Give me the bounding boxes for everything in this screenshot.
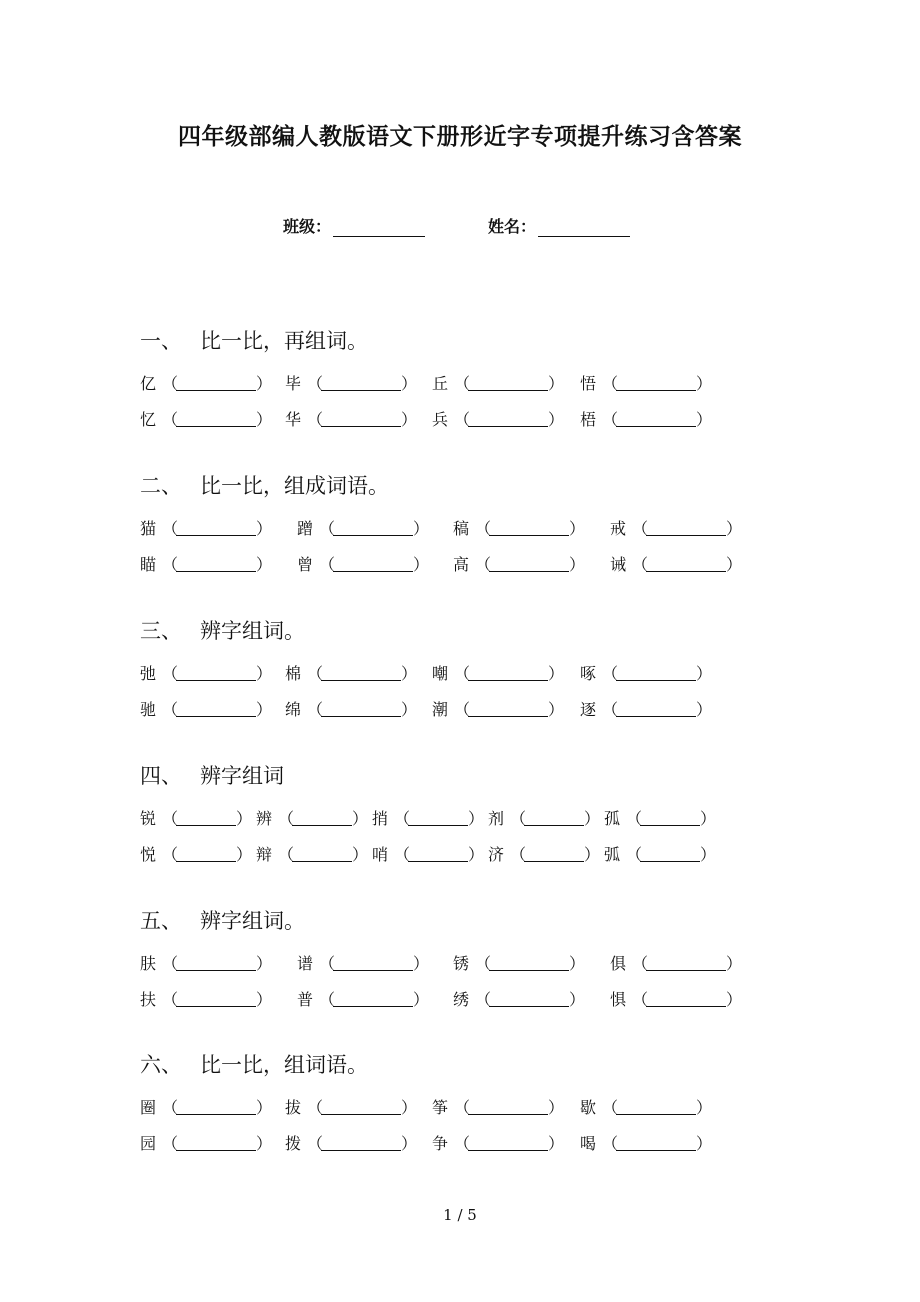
answer-blank[interactable] — [176, 954, 256, 971]
close-paren: ） — [256, 1097, 273, 1117]
answer-blank[interactable] — [176, 700, 256, 717]
open-paren: （ — [162, 953, 179, 973]
open-paren: （ — [162, 1097, 179, 1117]
section-4 — [140, 761, 717, 864]
answer-blank[interactable] — [176, 809, 236, 826]
word-item — [297, 950, 430, 974]
close-paren: ） — [468, 808, 485, 828]
open-paren: （ — [632, 989, 649, 1009]
close-paren: ） — [413, 518, 430, 538]
page-number: 1 / 5 — [443, 1206, 477, 1224]
open-paren: （ — [319, 554, 336, 574]
close-paren: ） — [352, 844, 369, 864]
word-item — [140, 515, 273, 539]
character: 绣 — [453, 989, 470, 1009]
word-item — [610, 986, 743, 1010]
open-paren: （ — [162, 808, 179, 828]
answer-blank[interactable] — [176, 990, 256, 1007]
close-paren: ） — [696, 699, 713, 719]
character: 谱 — [297, 953, 314, 973]
close-paren: ） — [569, 989, 586, 1009]
open-paren: （ — [319, 989, 336, 1009]
word-item — [285, 406, 418, 430]
section-instruction: 比一比，组成词语。 — [200, 474, 389, 498]
answer-blank[interactable] — [321, 664, 401, 681]
section-title — [140, 616, 305, 646]
word-item — [488, 805, 601, 829]
answer-blank[interactable] — [468, 1134, 548, 1151]
word-item — [256, 805, 369, 829]
open-paren: （ — [394, 808, 411, 828]
word-item — [580, 660, 713, 684]
word-item — [285, 370, 418, 394]
word-item — [140, 370, 273, 394]
character: 圈 — [140, 1097, 157, 1117]
close-paren: ） — [256, 663, 273, 683]
section-number: 二、 — [140, 474, 182, 498]
close-paren: ） — [468, 844, 485, 864]
answer-blank[interactable] — [321, 374, 401, 391]
open-paren: （ — [162, 409, 179, 429]
close-paren: ） — [256, 699, 273, 719]
character: 蹭 — [297, 518, 314, 538]
word-item — [432, 406, 565, 430]
answer-blank[interactable] — [468, 664, 548, 681]
character: 筝 — [432, 1097, 449, 1117]
section-instruction: 辨字组词。 — [200, 909, 305, 933]
close-paren: ） — [236, 808, 253, 828]
word-item — [285, 660, 418, 684]
character: 曾 — [297, 554, 314, 574]
answer-blank[interactable] — [640, 845, 700, 862]
close-paren: ） — [352, 808, 369, 828]
character: 丘 — [432, 373, 449, 393]
word-item — [140, 1130, 273, 1154]
close-paren: ） — [256, 1133, 273, 1153]
answer-blank[interactable] — [333, 954, 413, 971]
close-paren: ） — [401, 373, 418, 393]
open-paren: （ — [162, 518, 179, 538]
open-paren: （ — [602, 1133, 619, 1153]
close-paren: ） — [236, 844, 253, 864]
answer-blank[interactable] — [292, 845, 352, 862]
character: 兵 — [432, 409, 449, 429]
open-paren: （ — [602, 699, 619, 719]
answer-blank[interactable] — [489, 954, 569, 971]
close-paren: ） — [548, 409, 565, 429]
character: 拔 — [285, 1097, 302, 1117]
open-paren: （ — [602, 1097, 619, 1117]
character: 潮 — [432, 699, 449, 719]
open-paren: （ — [394, 844, 411, 864]
answer-blank[interactable] — [468, 374, 548, 391]
answer-blank[interactable] — [176, 845, 236, 862]
close-paren: ） — [696, 1097, 713, 1117]
character: 辩 — [256, 844, 273, 864]
character: 弧 — [604, 844, 621, 864]
character: 绵 — [285, 699, 302, 719]
open-paren: （ — [632, 518, 649, 538]
open-paren: （ — [454, 409, 471, 429]
section-6 — [140, 1050, 713, 1153]
character: 孤 — [604, 808, 621, 828]
close-paren: ） — [401, 663, 418, 683]
close-paren: ） — [700, 808, 717, 828]
open-paren: （ — [632, 953, 649, 973]
open-paren: （ — [475, 989, 492, 1009]
character: 悦 — [140, 844, 157, 864]
word-item — [432, 660, 565, 684]
close-paren: ） — [401, 409, 418, 429]
word-item — [372, 841, 485, 865]
character: 驰 — [140, 699, 157, 719]
word-item — [580, 1094, 713, 1118]
open-paren: （ — [602, 373, 619, 393]
open-paren: （ — [454, 663, 471, 683]
answer-blank[interactable] — [333, 990, 413, 1007]
word-item — [285, 1094, 418, 1118]
character: 稿 — [453, 518, 470, 538]
answer-blank[interactable] — [176, 664, 256, 681]
close-paren: ） — [569, 953, 586, 973]
close-paren: ） — [548, 1097, 565, 1117]
close-paren: ） — [413, 953, 430, 973]
page-title: 四年级部编人教版语文下册形近字专项提升练习含答案 — [178, 123, 742, 150]
word-item — [453, 950, 586, 974]
section-instruction: 比一比，组词语。 — [200, 1053, 368, 1077]
section-instruction: 辨字组词 — [200, 764, 284, 788]
character: 争 — [432, 1133, 449, 1153]
word-item — [140, 805, 253, 829]
answer-blank[interactable] — [616, 664, 696, 681]
word-item — [297, 551, 430, 575]
answer-blank[interactable] — [468, 410, 548, 427]
section-title — [140, 326, 368, 356]
open-paren: （ — [162, 373, 179, 393]
section-number: 三、 — [140, 619, 182, 643]
word-item — [453, 551, 586, 575]
word-item — [372, 805, 485, 829]
open-paren: （ — [626, 808, 643, 828]
open-paren: （ — [319, 953, 336, 973]
character: 毕 — [285, 373, 302, 393]
character: 弛 — [140, 663, 157, 683]
close-paren: ） — [548, 663, 565, 683]
character: 扶 — [140, 989, 157, 1009]
answer-blank[interactable] — [321, 1098, 401, 1115]
close-paren: ） — [256, 518, 273, 538]
close-paren: ） — [548, 373, 565, 393]
word-item — [256, 841, 369, 865]
answer-blank[interactable] — [321, 1134, 401, 1151]
answer-blank[interactable] — [616, 700, 696, 717]
section-1 — [140, 326, 713, 429]
character: 惧 — [610, 989, 627, 1009]
word-item — [297, 986, 430, 1010]
section-instruction: 辨字组词。 — [200, 619, 305, 643]
word-item — [140, 841, 253, 865]
answer-blank[interactable] — [646, 954, 726, 971]
word-item — [604, 805, 717, 829]
open-paren: （ — [510, 844, 527, 864]
close-paren: ） — [401, 699, 418, 719]
answer-blank[interactable] — [616, 1098, 696, 1115]
close-paren: ） — [256, 953, 273, 973]
character: 悟 — [580, 373, 597, 393]
word-item — [453, 986, 586, 1010]
open-paren: （ — [454, 699, 471, 719]
open-paren: （ — [319, 518, 336, 538]
close-paren: ） — [569, 554, 586, 574]
section-title — [140, 906, 305, 936]
character: 嘲 — [432, 663, 449, 683]
word-item — [140, 406, 273, 430]
open-paren: （ — [307, 1097, 324, 1117]
open-paren: （ — [602, 409, 619, 429]
answer-blank[interactable] — [176, 1098, 256, 1115]
open-paren: （ — [602, 663, 619, 683]
section-title — [140, 1050, 368, 1080]
close-paren: ） — [696, 1133, 713, 1153]
answer-blank[interactable] — [468, 1098, 548, 1115]
close-paren: ） — [548, 1133, 565, 1153]
character: 高 — [453, 554, 470, 574]
answer-blank[interactable] — [176, 1134, 256, 1151]
name-field — [488, 214, 630, 237]
answer-blank[interactable] — [408, 845, 468, 862]
character: 忆 — [140, 409, 157, 429]
character: 歇 — [580, 1097, 597, 1117]
close-paren: ） — [569, 518, 586, 538]
word-item — [610, 515, 743, 539]
section-number: 五、 — [140, 909, 182, 933]
answer-blank[interactable] — [333, 519, 413, 536]
open-paren: （ — [278, 844, 295, 864]
open-paren: （ — [454, 373, 471, 393]
character: 辨 — [256, 808, 273, 828]
section-instruction: 比一比，再组词。 — [200, 329, 368, 353]
section-number: 四、 — [140, 764, 182, 788]
close-paren: ） — [726, 518, 743, 538]
answer-blank[interactable] — [616, 410, 696, 427]
open-paren: （ — [307, 663, 324, 683]
open-paren: （ — [162, 699, 179, 719]
section-title — [140, 761, 284, 791]
answer-blank[interactable] — [333, 555, 413, 572]
open-paren: （ — [162, 554, 179, 574]
answer-blank[interactable] — [489, 555, 569, 572]
close-paren: ） — [256, 989, 273, 1009]
section-number: 六、 — [140, 1053, 182, 1077]
answer-blank[interactable] — [176, 519, 256, 536]
answer-blank[interactable] — [524, 845, 584, 862]
answer-blank[interactable] — [616, 374, 696, 391]
open-paren: （ — [278, 808, 295, 828]
character: 诫 — [610, 554, 627, 574]
word-item — [285, 1130, 418, 1154]
character: 华 — [285, 409, 302, 429]
answer-blank[interactable] — [646, 519, 726, 536]
word-item — [580, 1130, 713, 1154]
character: 锐 — [140, 808, 157, 828]
name-blank[interactable] — [538, 218, 630, 237]
close-paren: ） — [700, 844, 717, 864]
character: 肤 — [140, 953, 157, 973]
open-paren: （ — [510, 808, 527, 828]
close-paren: ） — [256, 409, 273, 429]
close-paren: ） — [696, 663, 713, 683]
class-blank[interactable] — [333, 218, 425, 237]
section-number: 一、 — [140, 329, 182, 353]
word-item — [432, 1094, 565, 1118]
open-paren: （ — [162, 1133, 179, 1153]
section-title — [140, 471, 389, 501]
word-item — [140, 986, 273, 1010]
open-paren: （ — [454, 1133, 471, 1153]
character: 瞄 — [140, 554, 157, 574]
word-item — [140, 696, 273, 720]
close-paren: ） — [548, 699, 565, 719]
character: 亿 — [140, 373, 157, 393]
answer-blank[interactable] — [646, 990, 726, 1007]
word-item — [432, 696, 565, 720]
close-paren: ） — [726, 953, 743, 973]
character: 喝 — [580, 1133, 597, 1153]
character: 锈 — [453, 953, 470, 973]
open-paren: （ — [454, 1097, 471, 1117]
answer-blank[interactable] — [646, 555, 726, 572]
open-paren: （ — [626, 844, 643, 864]
name-label: 姓名： — [488, 217, 537, 236]
character: 棉 — [285, 663, 302, 683]
close-paren: ） — [696, 409, 713, 429]
character: 普 — [297, 989, 314, 1009]
close-paren: ） — [256, 554, 273, 574]
close-paren: ） — [726, 989, 743, 1009]
character: 济 — [488, 844, 505, 864]
answer-blank[interactable] — [176, 374, 256, 391]
open-paren: （ — [475, 518, 492, 538]
open-paren: （ — [162, 989, 179, 1009]
answer-blank[interactable] — [292, 809, 352, 826]
character: 拨 — [285, 1133, 302, 1153]
answer-blank[interactable] — [176, 555, 256, 572]
character: 捎 — [372, 808, 389, 828]
close-paren: ） — [413, 554, 430, 574]
character: 戒 — [610, 518, 627, 538]
open-paren: （ — [162, 844, 179, 864]
close-paren: ） — [584, 808, 601, 828]
word-item — [432, 1130, 565, 1154]
open-paren: （ — [162, 663, 179, 683]
word-item — [610, 551, 743, 575]
section-2 — [140, 471, 743, 574]
class-field — [283, 214, 425, 237]
word-item — [285, 696, 418, 720]
close-paren: ） — [256, 373, 273, 393]
word-item — [140, 950, 273, 974]
word-item — [140, 660, 273, 684]
open-paren: （ — [475, 953, 492, 973]
section-5 — [140, 906, 743, 1009]
close-paren: ） — [413, 989, 430, 1009]
word-item — [297, 515, 430, 539]
open-paren: （ — [307, 373, 324, 393]
word-item — [610, 950, 743, 974]
open-paren: （ — [307, 1133, 324, 1153]
open-paren: （ — [307, 699, 324, 719]
answer-blank[interactable] — [176, 410, 256, 427]
open-paren: （ — [475, 554, 492, 574]
answer-blank[interactable] — [640, 809, 700, 826]
answer-blank[interactable] — [489, 990, 569, 1007]
character: 俱 — [610, 953, 627, 973]
close-paren: ） — [696, 373, 713, 393]
word-item — [140, 1094, 273, 1118]
word-item — [580, 696, 713, 720]
character: 猫 — [140, 518, 157, 538]
word-item — [453, 515, 586, 539]
character: 啄 — [580, 663, 597, 683]
character: 梧 — [580, 409, 597, 429]
open-paren: （ — [307, 409, 324, 429]
section-3 — [140, 616, 713, 719]
close-paren: ） — [401, 1097, 418, 1117]
class-label: 班级： — [283, 217, 332, 236]
character: 哨 — [372, 844, 389, 864]
close-paren: ） — [584, 844, 601, 864]
word-item — [140, 551, 273, 575]
character: 逐 — [580, 699, 597, 719]
answer-blank[interactable] — [489, 519, 569, 536]
word-item — [488, 841, 601, 865]
word-item — [580, 406, 713, 430]
word-item — [604, 841, 717, 865]
answer-blank[interactable] — [321, 700, 401, 717]
answer-blank[interactable] — [468, 700, 548, 717]
close-paren: ） — [726, 554, 743, 574]
answer-blank[interactable] — [321, 410, 401, 427]
close-paren: ） — [401, 1133, 418, 1153]
answer-blank[interactable] — [408, 809, 468, 826]
answer-blank[interactable] — [524, 809, 584, 826]
character: 剂 — [488, 808, 505, 828]
character: 园 — [140, 1133, 157, 1153]
answer-blank[interactable] — [616, 1134, 696, 1151]
open-paren: （ — [632, 554, 649, 574]
word-item — [580, 370, 713, 394]
word-item — [432, 370, 565, 394]
